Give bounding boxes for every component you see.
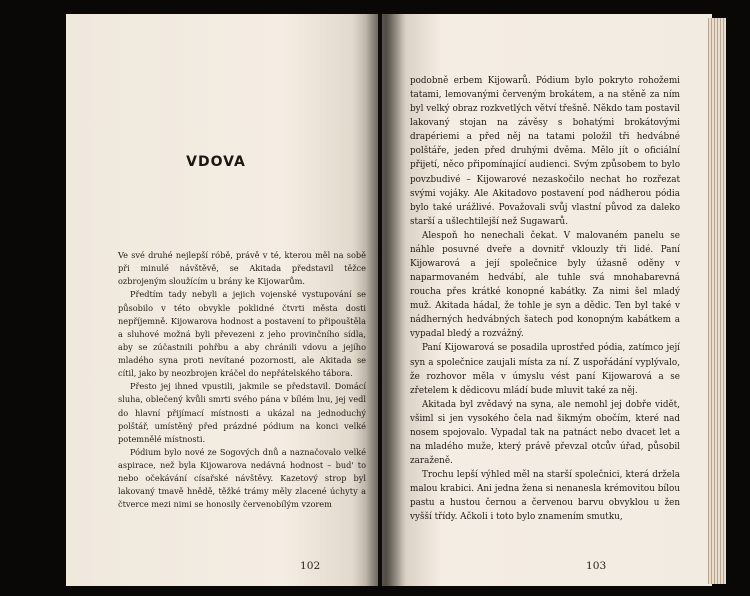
- left-page-text: [118, 249, 366, 512]
- paragraph: Předtím tady nebyli a jejich vojenské vystupování se působilo v této obvykle poklidné čtvrti města dosti nepříjemně. Kijowarova hodnost a postavení to připouštěla a sluhové možná byli převezeni z jeho provinčního sídla, aby se zúčastnili pohřbu a aby chránili vdovu a jejího mladého syna proti nevítané pozornosti, ale Akitada se cítil, jako by neozbrojen kráčel do nepřátelského tábora.: [118, 289, 366, 379]
- paragraph: Akitada byl zvědavý na syna, ale nemohl jej dobře vidět, všiml si jen vysokého čela nad šikmým obočím, které nad nosem spojovalo. Vypadal tak na patnáct nebo dvacet let a na mladého muže, který právě převzal otcův úřad, působil zaraženě.: [410, 399, 680, 467]
- paragraph: podobně erbem Kijowarů. Pódium bylo pokryto rohožemi tatami, lemovanými červeným brokátem, a na stěně za ním byl velký obraz rozkvetlých větví třešně. Někdo tam postavil lakovaný stojan na závěsy s bohatými brokátovými drapériemi a před něj na tatami položil tři hedvábné polštáře, jeden před druhými dvěma. Mělo jít o oficiální přijetí, něco připomínající audienci. Svým způsobem to bylo povzbudivé – Kijowarové nezaskočilo nechat ho rozřezat svými vojáky. Ale Akitadovo postavení pod nádherou pódia bylo také urážlivé. Považovali svůj vlastní původ za daleko starší a ušlechtilejší než Sugawarů.: [410, 76, 680, 227]
- open-book: [66, 14, 712, 586]
- chapter-title: VDOVA: [186, 154, 246, 170]
- left-page: [66, 14, 378, 586]
- paragraph: Pódium bylo nové ze Sogových dnů a naznačovalo velké aspirace, než byla Kijowarova nedávná hodnost – bud' to nebo očekávání císařské návštěvy. Kazetový strop byl lakovaný tmavě hnědě, těžké trámy měly zlacené úchyty a čtverce mezi nimi se honosily červenobílým vzorem: [118, 446, 366, 510]
- right-page-text: [410, 74, 680, 525]
- paragraph: Přesto jej ihned vpustili, jakmile se představil. Domácí sluha, oblečený kvůli smrti svého pána v bílém lnu, jej vedl do hlavní přijímací místnosti a ukázal na jednoduchý polštář, umístěný před prázdné pódium na konci velké potemnělé místnosti.: [118, 381, 366, 444]
- paragraph: Ve své druhé nejlepší róbě, právě v té, kterou měl na sobě při minulé návštěvě, se Akitada představil těžce ozbrojeným sloužícím u brány ke Kijowarům.: [118, 250, 366, 287]
- paragraph: Paní Kijowarová se posadila uprostřed pódia, zatímco její syn a společnice zaujali místa za ní. Z uspořádání vyplývalo, že rozhovor měla v úmyslu vést paní Kijowarová a se zřetelem k dědicovu mládí bude mluvit také za něj.: [410, 343, 680, 396]
- paragraph: Trochu lepší výhled měl na starší společnici, která držela malou krabici. Ani jedna žena si nenanesla krémovitou bílou pastu a hustou černou a červenou barvu obvyklou u žen vyšší třídy. Ačkoli i toto bylo znamením smutku,: [410, 470, 680, 523]
- paragraph: Alespoň ho nenechali čekat. V malovaném panelu se náhle posuvné dveře a dovnitř vklouzly tři lidé. Paní Kijowarová a její společnice byly úžasně oděny v naparmovaném hedvábí, ale tuhle svá mnohabarevná roucha přes krátké konopné kabátky. Za nimi šel mladý muž. Akitada hádal, že tohle je syn a dědic. Ten byl také v nádherných hedvábných šatech pod konopným kabátkem a vypadal bledý a rozvážný.: [410, 230, 680, 340]
- page-edges: [708, 18, 726, 584]
- page-number-right: 103: [586, 560, 607, 572]
- page-number-left: 102: [300, 560, 321, 572]
- book-gutter: [366, 14, 406, 586]
